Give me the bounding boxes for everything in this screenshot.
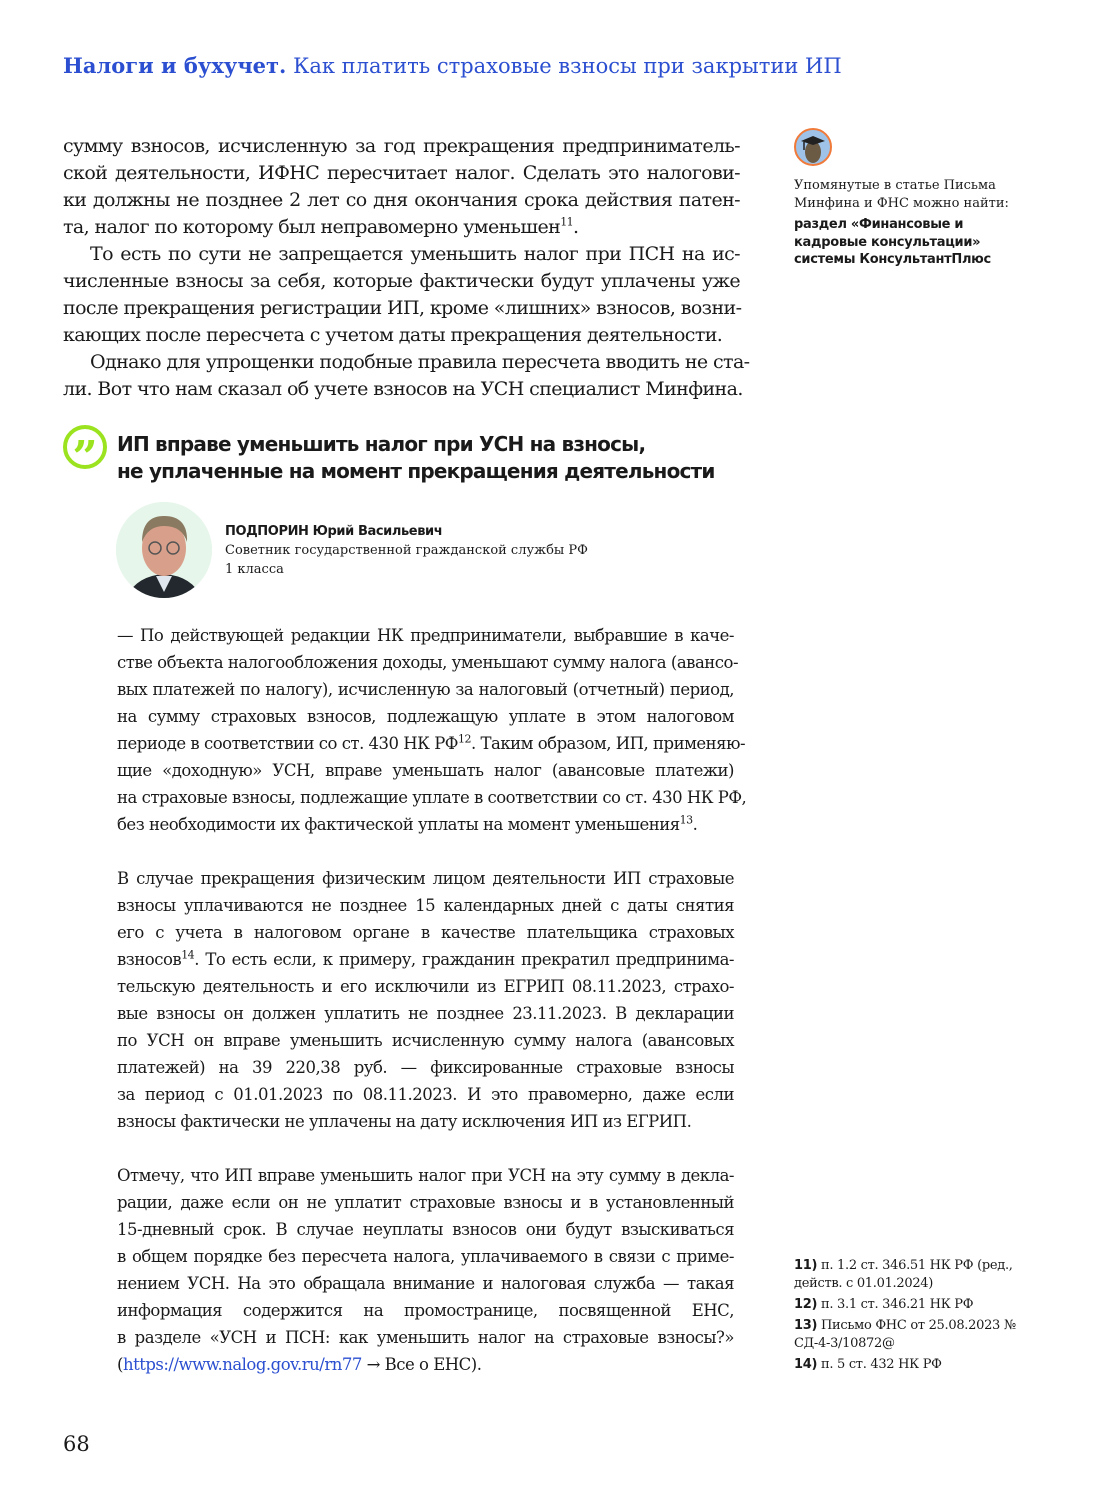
text-line: [117, 946, 734, 973]
footnote-ref: 12: [458, 732, 471, 746]
expert-info: [225, 522, 588, 579]
text-line: [117, 1297, 734, 1324]
text-segment: численные взносы за себя, которые фактически будут уплачены уже: [63, 270, 740, 292]
text-line: [117, 1189, 734, 1216]
text-line: [117, 1108, 734, 1135]
footnote-ref: 11: [560, 215, 574, 229]
text-segment: информация содержится на промостранице, посвященной ЕНС,: [117, 1301, 734, 1320]
text-line: [117, 1081, 734, 1108]
text-segment: без необходимости их фактической уплаты на момент уменьшения: [117, 815, 680, 834]
text-line: [63, 133, 740, 160]
footnote: [794, 1356, 1024, 1374]
text-line: [117, 973, 734, 1000]
text-segment: та, налог по которому был неправомерно уменьшен: [63, 216, 561, 238]
text-segment: 15-дневный срок. В случае неуплаты взносов они будут взыскиваться: [117, 1220, 734, 1239]
sidebar-note-location: раздел «Финансовые и кадровые консультации» системы КонсультантПлюс: [794, 217, 991, 267]
expert-name: ПОДПОРИН Юрий Васильевич: [225, 524, 443, 539]
text-line: [117, 730, 746, 757]
footnote: [794, 1257, 1024, 1293]
expert-position-rank: 1 класса: [225, 562, 284, 577]
footnotes: [794, 1257, 1024, 1377]
text-line: [63, 160, 740, 187]
text-segment: после прекращения регистрации ИП, кроме «лишних» взносов, возни-: [63, 297, 742, 319]
text-segment: ли. Вот что нам сказал об учете взносов на УСН специалист Минфина.: [63, 378, 743, 400]
text-segment: кающих после пересчета с учетом даты прекращения деятельности.: [63, 324, 723, 346]
text-line: [117, 1351, 734, 1378]
text-line: [117, 1270, 734, 1297]
text-line: [117, 649, 739, 676]
footnote-number: 13): [794, 1318, 818, 1333]
footnote-ref: 13: [679, 813, 693, 827]
sidebar-note-text: Упомянутые в статье Письма Минфина и ФНС можно найти:: [794, 178, 1009, 211]
sidebar-note: [794, 128, 1014, 269]
text-line: [63, 241, 740, 268]
text-segment: сумму взносов, исчисленную за год прекращения предприниматель-: [63, 135, 740, 157]
text-segment: .: [573, 216, 579, 238]
text-segment: ской деятельности, ИФНС пересчитает налог. Сделать это налогови-: [63, 162, 740, 184]
text-segment: тельскую деятельность и его исключили из ЕГРИП 08.11.2023, страхо-: [117, 977, 734, 996]
text-segment: платежей) на 39 220,38 руб. — фиксированные страховые взносы: [117, 1058, 734, 1077]
text-segment: щие «доходную» УСН, вправе уменьшать налог (авансовые платежи): [117, 761, 734, 780]
text-segment: взносы уплачиваются не позднее 15 календарных дней с даты снятия: [117, 896, 734, 915]
text-line: [63, 349, 750, 376]
footnote-text: п. 1.2 ст. 346.51 НК РФ (ред., действ. с 01.01.2024): [794, 1258, 1013, 1291]
text-segment: периоде в соответствии со ст. 430 НК РФ: [117, 734, 458, 753]
text-line: [63, 268, 740, 295]
paragraph-gap: [117, 1135, 734, 1162]
quote-icon: ”: [63, 425, 107, 469]
nalog-link[interactable]: https://www.nalog.gov.ru/rn77: [122, 1355, 362, 1374]
text-segment: вые взносы он должен уплатить не позднее 23.11.2023. В декларации: [117, 1004, 734, 1023]
text-segment: взносы фактически не уплачены на дату исключения ИП из ЕГРИП.: [117, 1112, 692, 1131]
text-line: [117, 622, 734, 649]
text-segment: (: [117, 1355, 123, 1374]
quote-heading: [117, 431, 715, 485]
text-line: [117, 676, 734, 703]
footnote-text: п. 3.1 ст. 346.21 НК РФ: [820, 1297, 974, 1312]
text-segment: рации, даже если он не уплатит страховые взносы и в установленный: [117, 1193, 734, 1212]
text-segment: взносов: [117, 950, 182, 969]
text-line: [63, 376, 743, 403]
text-line: [117, 1243, 734, 1270]
text-line: [117, 1054, 734, 1081]
text-line: [63, 322, 740, 349]
quote-heading-line: не уплаченные на момент прекращения деятельности: [117, 459, 715, 483]
text-segment: в разделе «УСН и ПСН: как уменьшить налог на страховые взносы?»: [117, 1328, 734, 1347]
text-line: [117, 1000, 734, 1027]
text-segment: . То есть если, к примеру, гражданин прекратил предпринима-: [194, 950, 734, 969]
text-line: [117, 1216, 734, 1243]
text-line: [117, 1162, 734, 1189]
text-line: [117, 757, 734, 784]
running-header: [63, 53, 842, 78]
section-name: Налоги и бухучет.: [63, 53, 287, 78]
article-body: [63, 133, 750, 403]
text-segment: ки должны не позднее 2 лет со дня окончания срока действия патен-: [63, 189, 740, 211]
footnote-text: Письмо ФНС от 25.08.2023 № СД-4-3/10872@: [794, 1318, 1016, 1351]
expert-photo: [116, 502, 212, 598]
footnote-ref: 14: [181, 948, 195, 962]
text-segment: . Таким образом, ИП, применяю-: [471, 734, 746, 753]
footnote-text: п. 5 ст. 432 НК РФ: [820, 1357, 942, 1372]
footnote-number: 11): [794, 1258, 818, 1273]
text-line: [117, 1324, 734, 1351]
text-line: [117, 1027, 734, 1054]
paragraph-gap: [117, 838, 734, 865]
text-segment: на сумму страховых взносов, подлежащую уплате в этом налоговом: [117, 707, 734, 726]
text-segment: Однако для упрощенки подобные правила пересчета вводить не ста-: [90, 351, 750, 373]
text-line: [63, 187, 740, 214]
text-segment: — По действующей редакции НК предприниматели, выбравшие в каче-: [117, 626, 734, 645]
text-segment: в общем порядке без пересчета налога, уплачиваемого в связи с приме-: [117, 1247, 734, 1266]
text-segment: В случае прекращения физическим лицом деятельности ИП страховые: [117, 869, 734, 888]
text-segment: стве объекта налогообложения доходы, уменьшают сумму налога (авансо-: [117, 653, 739, 672]
text-segment: нением УСН. На это обращала внимание и налоговая служба — такая: [117, 1274, 734, 1293]
footnote-number: 14): [794, 1357, 818, 1372]
text-segment: за период с 01.01.2023 по 08.11.2023. И это правомерно, даже если: [117, 1085, 734, 1104]
text-segment: → Все о ЕНС).: [361, 1355, 482, 1374]
quote-body: [117, 622, 747, 1378]
text-line: [117, 919, 734, 946]
text-line: [117, 892, 734, 919]
footnote-number: 12): [794, 1297, 818, 1312]
text-line: [63, 295, 740, 322]
text-segment: Отмечу, что ИП вправе уменьшить налог при УСН на эту сумму в декла-: [117, 1166, 734, 1185]
text-line: [63, 214, 740, 241]
text-line: [117, 703, 734, 730]
article-title: Как платить страховые взносы при закрытии ИП: [293, 54, 842, 78]
text-segment: по УСН он вправе уменьшить исчисленную сумму налога (авансовых: [117, 1031, 734, 1050]
quote-heading-line: ИП вправе уменьшить налог при УСН на взносы,: [117, 432, 646, 456]
text-line: [117, 784, 747, 811]
text-segment: на страховые взносы, подлежащие уплате в соответствии со ст. 430 НК РФ,: [117, 788, 747, 807]
text-line: [117, 811, 734, 838]
text-segment: То есть по сути не запрещается уменьшить налог при ПСН на ис-: [90, 243, 740, 265]
expert-position: Советник государственной гражданской службы РФ: [225, 543, 588, 558]
footnote: [794, 1317, 1024, 1353]
text-line: [117, 865, 734, 892]
text-segment: .: [692, 815, 698, 834]
text-segment: вых платежей по налогу), исчисленную за налоговый (отчетный) период,: [117, 680, 734, 699]
professor-avatar-icon: [794, 128, 832, 166]
text-segment: его с учета в налоговом органе в качестве плательщика страховых: [117, 923, 734, 942]
page-number: 68: [63, 1432, 90, 1456]
footnote: [794, 1296, 1024, 1314]
